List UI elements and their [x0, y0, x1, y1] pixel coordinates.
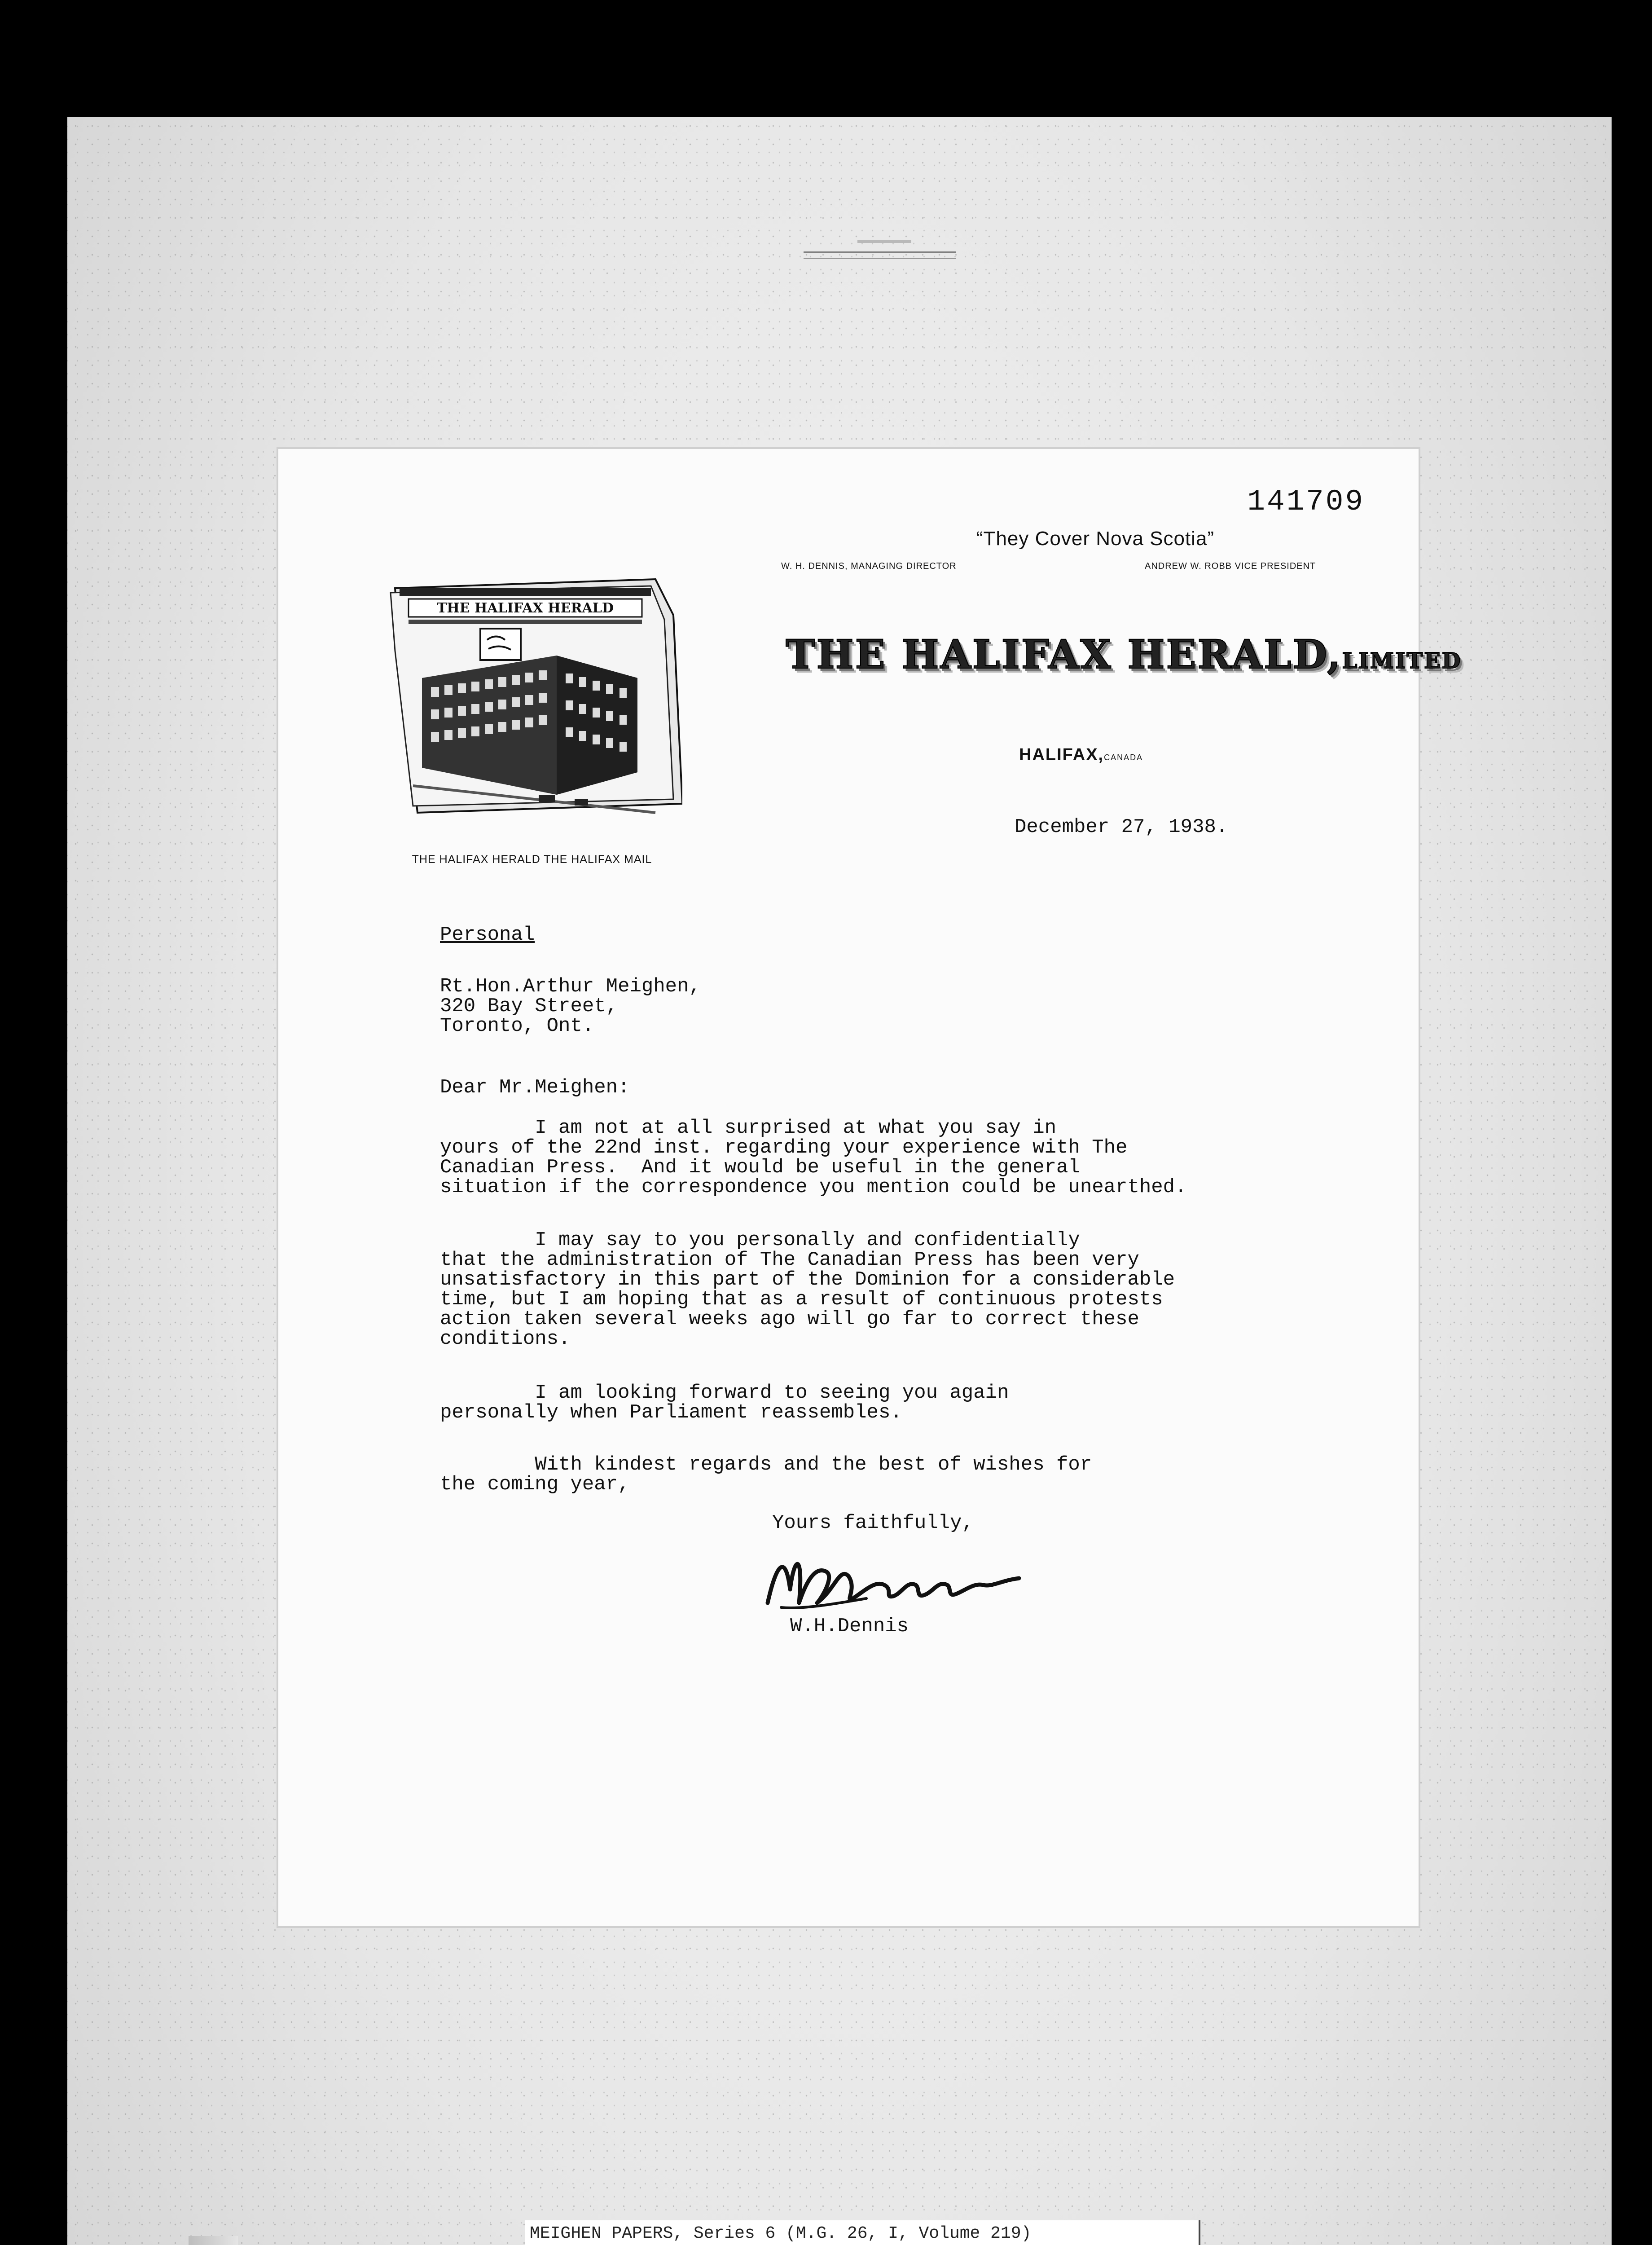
illustration-caption: THE HALIFAX HERALD THE HALIFAX MAIL: [412, 853, 652, 866]
signer-name: W.H.Dennis: [790, 1615, 909, 1638]
paragraph-2: [440, 1230, 1175, 1349]
paragraph-line: time, but I am hoping that as a result of continuous protests: [440, 1288, 1163, 1311]
board-mark: [804, 251, 956, 259]
illustration-banner: THE HALIFAX HERALD: [437, 600, 614, 616]
personal-heading: Personal: [440, 924, 535, 946]
paragraph-line: I may say to you personally and confidentially: [440, 1229, 1080, 1251]
paragraph-line: With kindest regards and the best of wishes for: [440, 1453, 1092, 1476]
herald-building-illustration: [368, 561, 682, 831]
paragraph-line: the coming year,: [440, 1473, 630, 1496]
paragraph-line: yours of the 22nd inst. regarding your experience with The: [440, 1136, 1128, 1159]
address-line: Rt.Hon.Arthur Meighen,: [440, 975, 701, 998]
paragraph-line: that the administration of The Canadian Press has been very: [440, 1249, 1139, 1271]
masthead-suffix: LIMITED: [1342, 648, 1462, 674]
paragraph-line: I am looking forward to seeing you again: [440, 1382, 1009, 1404]
letter-date: December 27, 1938.: [1015, 816, 1228, 838]
address-line: 320 Bay Street,: [440, 995, 618, 1017]
letterhead-city: [1019, 745, 1143, 765]
board-mark: [857, 240, 911, 243]
paragraph-line: Canadian Press. And it would be useful in the general: [440, 1156, 1080, 1179]
series-label: MEIGHEN PAPERS, Series 6 (M.G. 26, I, Volume 219): [525, 2220, 1200, 2245]
letter-sheet: [278, 449, 1462, 1926]
newspaper-masthead: [786, 631, 1462, 678]
masthead-title: THE HALIFAX HERALD,: [786, 631, 1342, 678]
label-backing: [189, 2236, 238, 2245]
officer-vice-president: ANDREW W. ROBB VICE PRESIDENT: [1145, 561, 1316, 571]
country-name: CANADA: [1104, 753, 1143, 762]
paragraph-4: [440, 1455, 1092, 1494]
paragraph-line: personally when Parliament reassembles.: [440, 1401, 902, 1424]
salutation: Dear Mr.Meighen:: [440, 1076, 630, 1099]
address-line: Toronto, Ont.: [440, 1015, 594, 1037]
letterhead-tagline: “They Cover Nova Scotia”: [976, 528, 1215, 550]
officer-managing-director: W. H. DENNIS, MANAGING DIRECTOR: [781, 561, 957, 571]
closing: Yours faithfully,: [772, 1512, 974, 1534]
paragraph-line: I am not at all surprised at what you say in: [440, 1117, 1057, 1139]
paragraph-3: [440, 1383, 1009, 1422]
document-number: 141709: [1247, 485, 1365, 519]
paragraph-line: action taken several weeks ago will go far to correct these: [440, 1308, 1139, 1330]
city-name: HALIFAX,: [1019, 745, 1104, 764]
paragraph-line: unsatisfactory in this part of the Dominion for a considerable: [440, 1268, 1175, 1291]
paragraph-line: situation if the correspondence you mention could be unearthed.: [440, 1176, 1187, 1198]
paragraph-line: conditions.: [440, 1328, 571, 1350]
paragraph-1: [440, 1118, 1186, 1197]
